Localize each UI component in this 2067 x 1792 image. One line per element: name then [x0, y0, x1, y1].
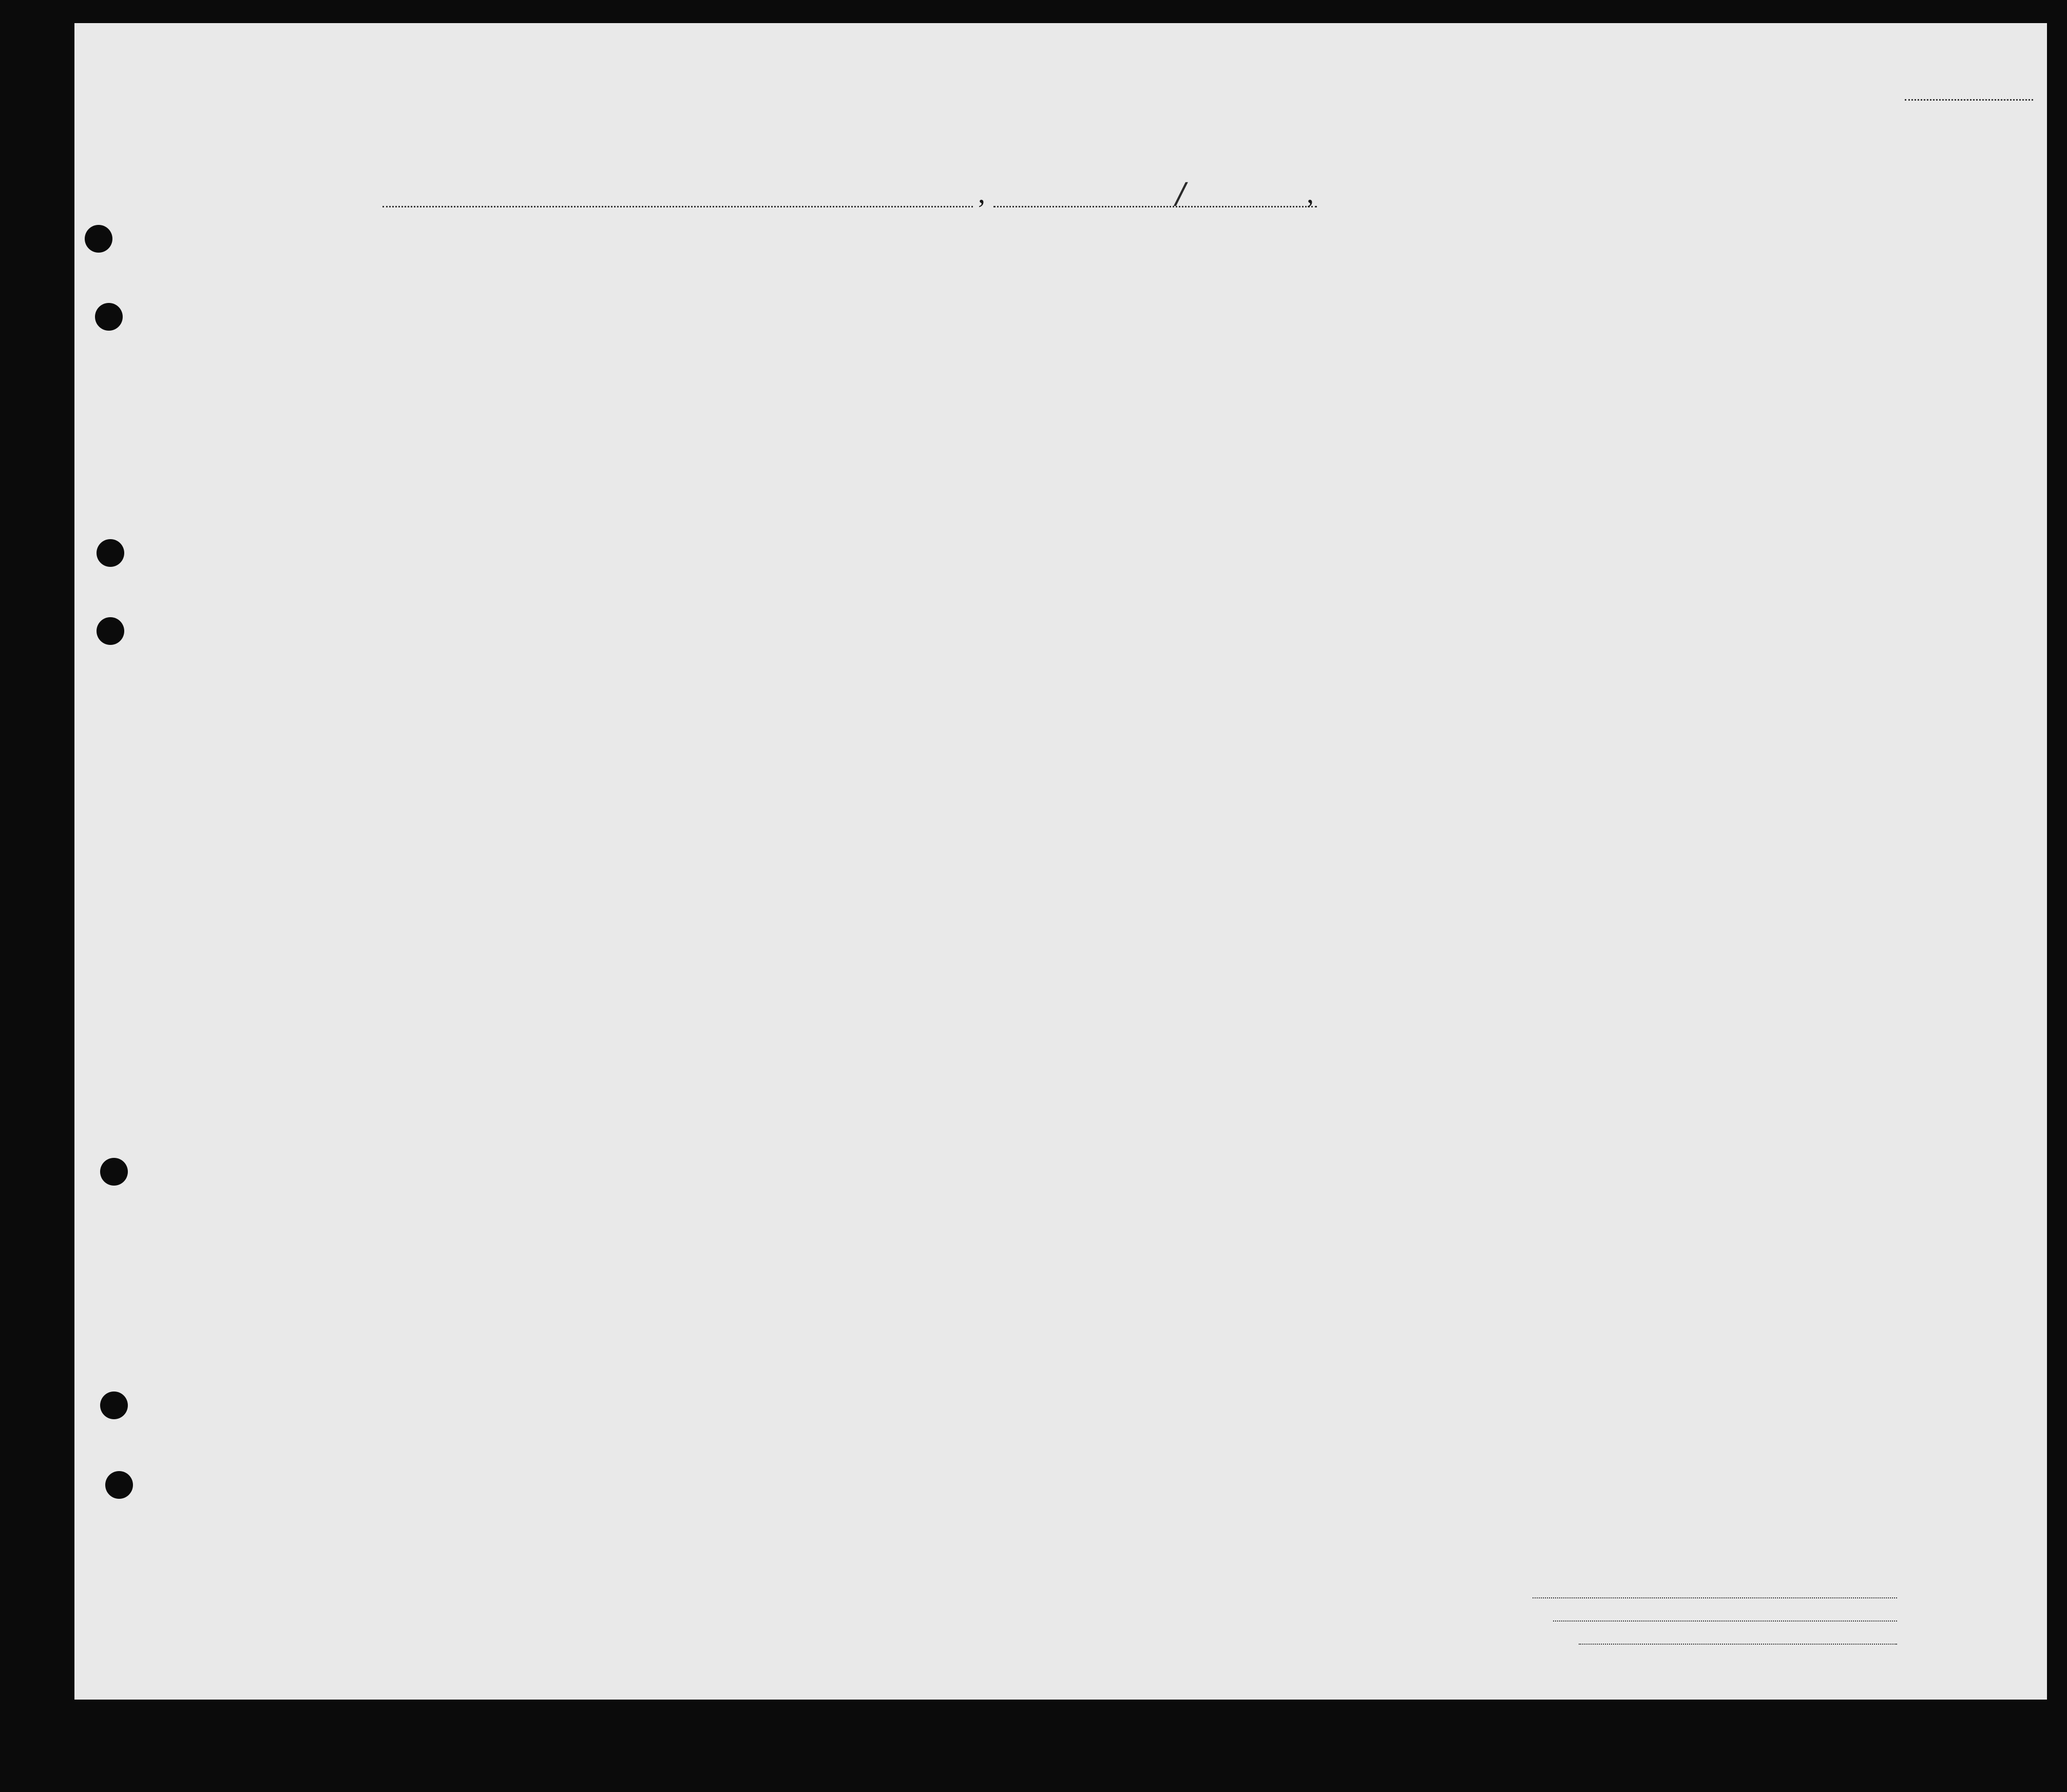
- binder-hole: [105, 1471, 133, 1499]
- binder-hole: [100, 1391, 128, 1419]
- binder-hole: [95, 303, 123, 331]
- header-final-destination: [457, 275, 614, 286]
- binder-hole: [85, 225, 112, 253]
- table-grid: [74, 23, 2047, 1700]
- header-passage-paid: [652, 290, 742, 301]
- binder-hole: [97, 617, 124, 645]
- binder-hole: [97, 539, 124, 567]
- header-ever-before: [780, 271, 958, 282]
- binder-hole: [100, 1158, 128, 1186]
- manifest-sheet: , / ,: [74, 23, 2047, 1700]
